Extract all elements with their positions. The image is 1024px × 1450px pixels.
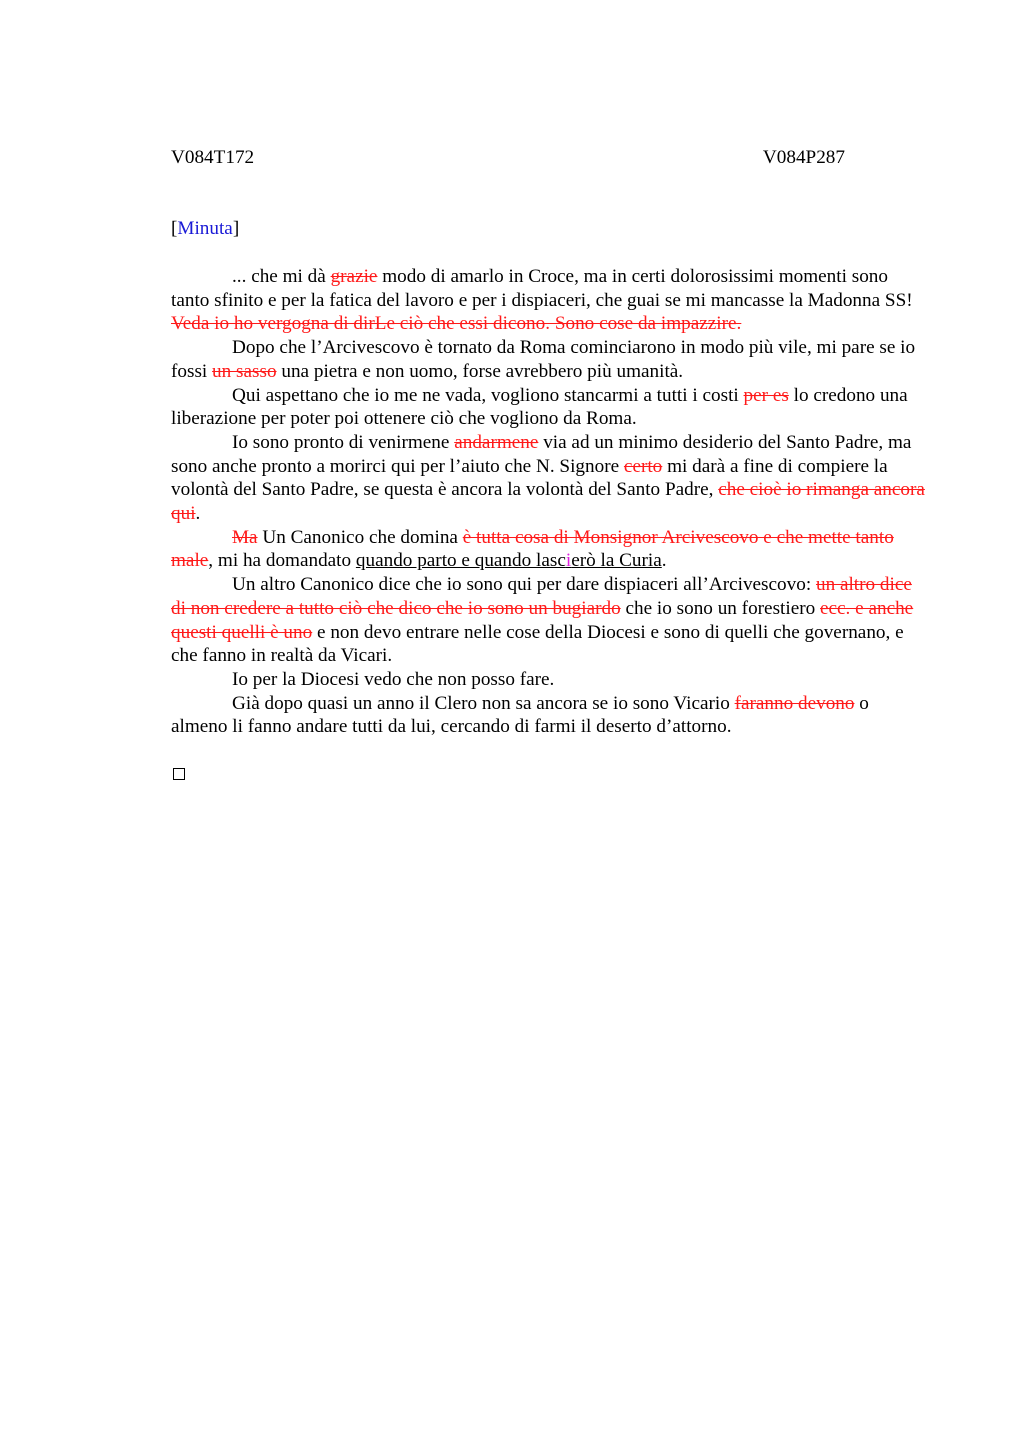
deleted-text: un sasso — [212, 360, 277, 382]
text: e non devo entrare nelle cose della Diocesi e sono di quelli che governano, e che fanno in realtà da Vicari. — [171, 621, 904, 667]
paragraph-1 — [171, 265, 926, 336]
deleted-text: Veda io ho vergogna di dirLe ciò che essi dicono. Sono cose da impazzire. — [171, 313, 742, 335]
paragraph-2 — [171, 336, 926, 383]
text: o almeno li fanno andare tutti da lui, cercando di farmi il deserto d’attorno. — [171, 692, 869, 738]
paragraph-7 — [171, 668, 926, 692]
document-code-right: V084P287 — [762, 147, 845, 168]
deleted-text: faranno devono — [734, 692, 855, 714]
text: Io per la Diocesi vedo che non posso fare. — [232, 668, 555, 690]
paragraph-6 — [171, 573, 926, 668]
text: Io sono pronto di venirmene — [232, 431, 455, 453]
text: . — [661, 550, 667, 572]
underlined-text — [356, 550, 662, 571]
text: Un Canonico che domina — [257, 526, 463, 548]
text: mi darà a fine di compiere la volontà del Santo Padre, se questa è ancora la volontà del Santo Padre, — [171, 455, 888, 501]
paragraph-4 — [171, 431, 926, 526]
text: ... che mi dà — [232, 266, 331, 287]
paragraph-3 — [171, 384, 926, 431]
deleted-text: un altro dice di non credere a tutto ciò che dico che io sono un bugiardo — [171, 574, 912, 619]
deleted-text: per es — [743, 384, 789, 406]
text: Già dopo quasi un anno il Clero non sa ancora se io sono Vicario — [232, 692, 735, 714]
text: via ad un minimo desiderio del Santo Padre, ma sono anche pronto a morirci qui per l’aiuto che N. Signore — [171, 431, 912, 477]
text: lo credono una liberazione per poter poi ottenere ciò che vogliono da Roma. — [171, 384, 908, 430]
minuta-close-bracket: ] — [232, 218, 240, 239]
text: , mi ha domandato — [208, 550, 356, 572]
end-box-icon — [173, 768, 185, 780]
text: Dopo che l’Arcivescovo è tornato da Roma cominciarono in modo più vile, mi pare se io fossi — [171, 337, 916, 382]
deleted-text: certo — [623, 455, 663, 477]
text: . — [195, 503, 201, 525]
paragraph-5 — [171, 526, 926, 573]
text: Qui aspettano che io me ne vada, vogliono stancarmi a tutti i costi — [232, 384, 744, 406]
deleted-text: che cioè io rimanga ancora qui — [171, 479, 925, 525]
paragraph-8 — [171, 692, 926, 739]
text: che io sono un forestiero — [620, 597, 820, 619]
document-code-left: V084T172 — [171, 147, 255, 168]
deleted-text: andarmene — [454, 431, 539, 453]
underlined-part: erò la Curia — [571, 550, 662, 572]
deleted-text: Ma — [232, 526, 258, 548]
text: una pietra e non uomo, forse avrebbero più umanità. — [276, 360, 684, 382]
minuta-label — [171, 217, 239, 241]
deleted-text: grazie — [330, 266, 378, 287]
deleted-text: è tutta cosa di Monsignor Arcivescovo e che mette tanto male — [171, 526, 894, 572]
highlighted-letter: i — [565, 550, 572, 572]
minuta-open-bracket: [ — [171, 218, 178, 239]
minuta-text: Minuta — [177, 218, 233, 239]
deleted-text: ecc. e anche questi quelli è uno — [171, 597, 914, 643]
text: modo di amarlo in Croce, ma in certi dolorosissimi momenti sono tanto sfinito e per la fatica del lavoro e per i dispiaceri, che guai se mi mancasse la Madonna SS! — [171, 266, 913, 311]
letter-body — [171, 265, 926, 739]
text: Un altro Canonico dice che io sono qui per dare dispiaceri all’Arcivescovo: — [232, 574, 816, 596]
underlined-part: quando parto e quando lasc — [355, 550, 566, 572]
